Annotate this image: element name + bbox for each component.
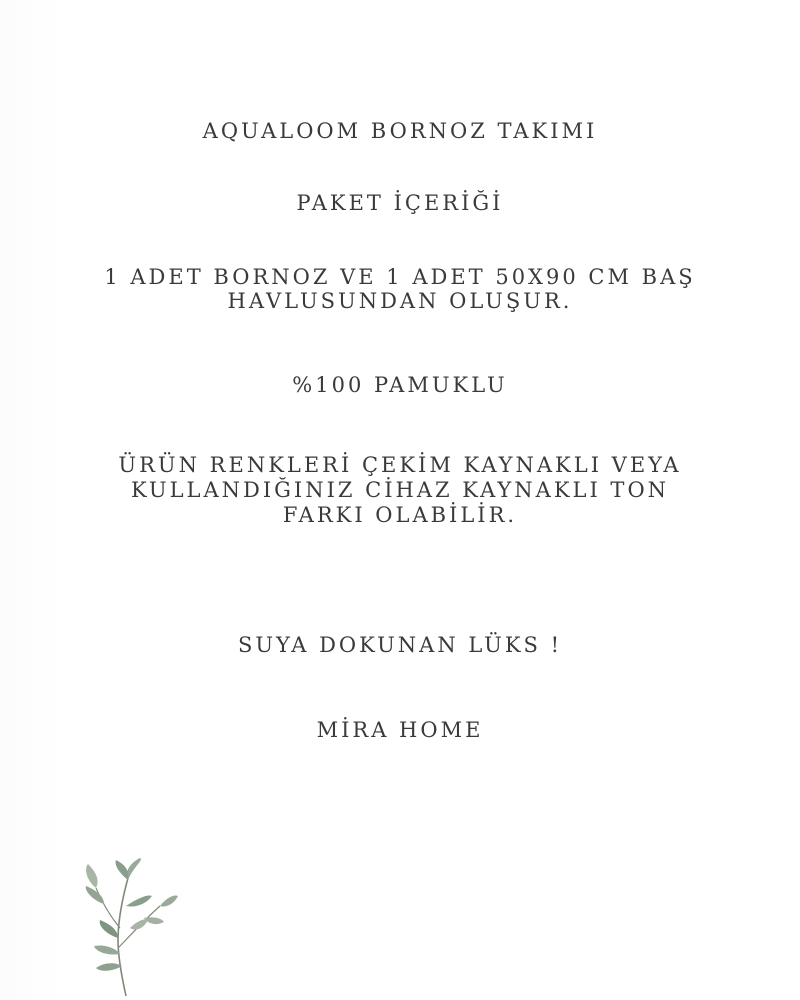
material-info: %100 PAMUKLU bbox=[292, 373, 508, 397]
color-disclaimer-line-2: KULLANDIĞINIZ CİHAZ KAYNAKLI TON bbox=[130, 478, 670, 502]
leaf-branch bbox=[86, 858, 178, 996]
package-contents-heading: PAKET İÇERİĞİ bbox=[296, 191, 504, 215]
eucalyptus-leaf-branch-icon bbox=[74, 858, 184, 998]
product-title: AQUALOOM BORNOZ TAKIMI bbox=[202, 119, 598, 143]
color-disclaimer-line-3: FARKI OLABİLİR. bbox=[282, 503, 518, 527]
slogan: SUYA DOKUNAN LÜKS ! bbox=[237, 633, 563, 657]
package-contents-line-2: HAVLUSUNDAN OLUŞUR. bbox=[227, 289, 573, 313]
brand-name: MİRA HOME bbox=[316, 718, 484, 742]
color-disclaimer-line-1: ÜRÜN RENKLERİ ÇEKİM KAYNAKLI VEYA bbox=[118, 453, 682, 477]
package-contents-line-1: 1 ADET BORNOZ VE 1 ADET 50X90 CM BAŞ bbox=[104, 265, 696, 289]
